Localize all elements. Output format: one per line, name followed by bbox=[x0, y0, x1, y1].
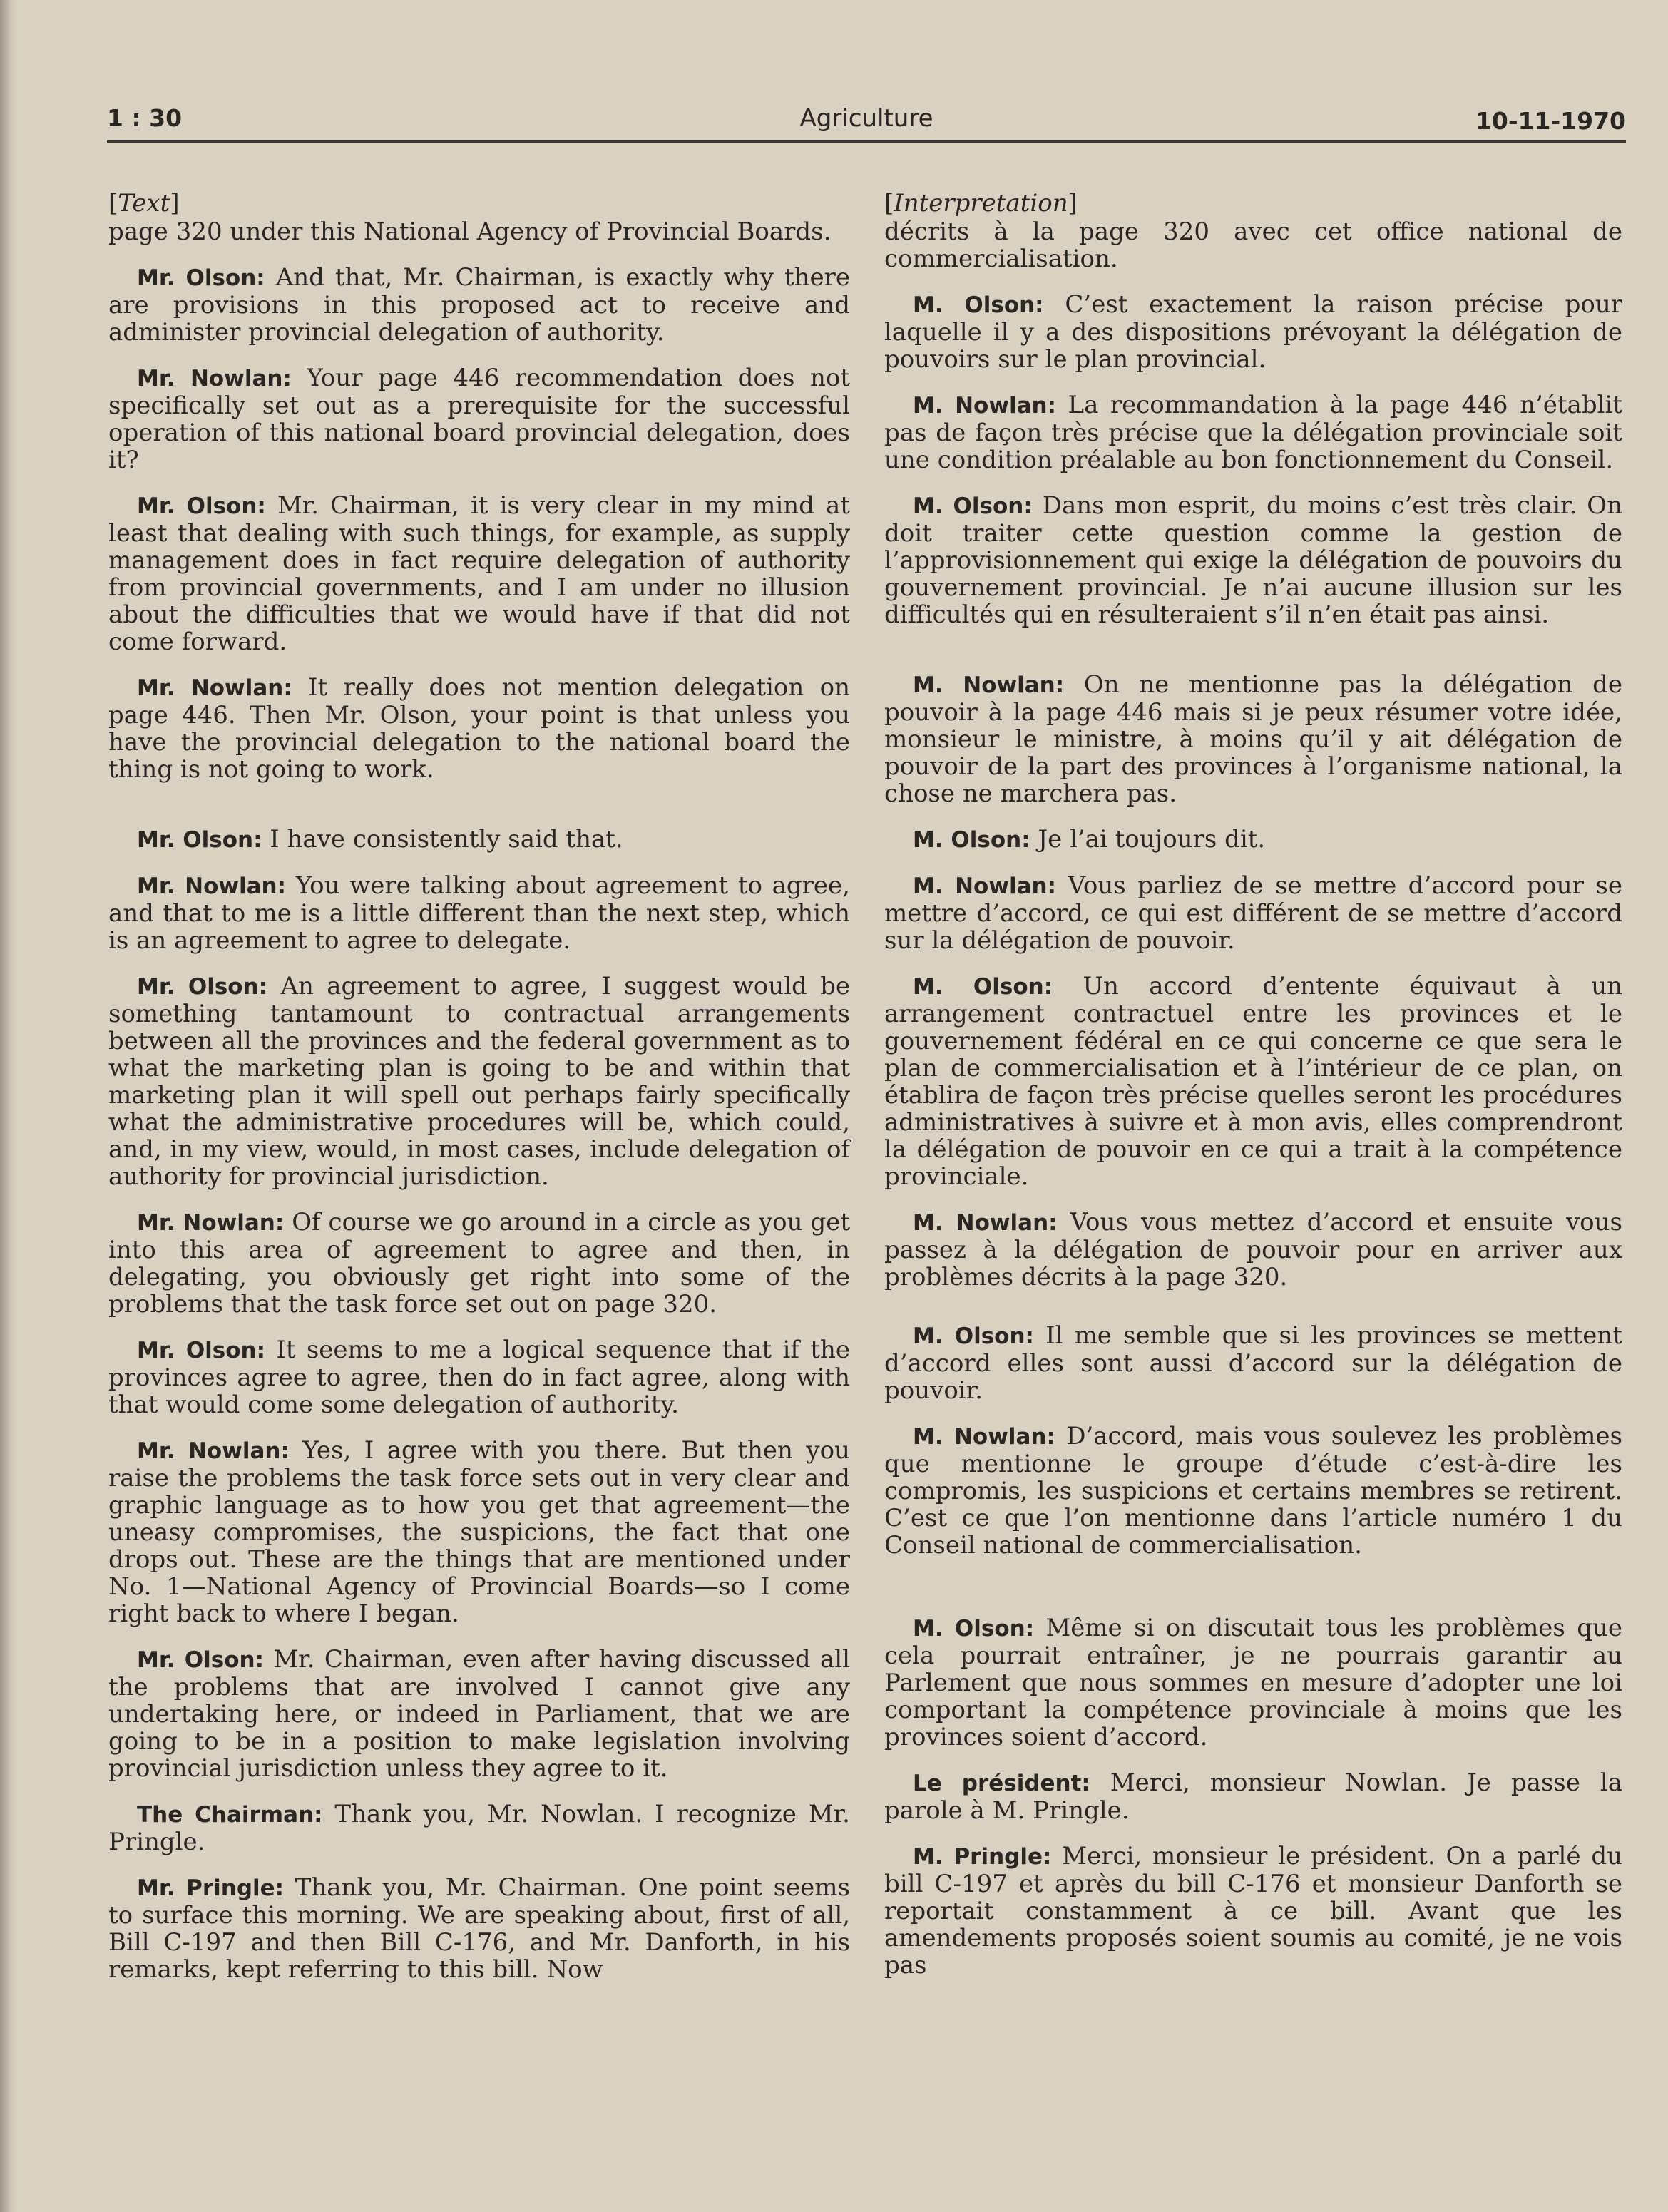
speaker-name: M. Pringle: bbox=[913, 1844, 1052, 1870]
paragraph: Mr. Olson: I have consistently said that. bbox=[137, 825, 623, 854]
paragraph: M. Olson: Dans mon esprit, du moins c’est très clair. On doit traiter cette question comme la gestion de l’approvisionnement qui exige la délégation de pouvoirs du gouvernement provincial. Je n’ai aucune illusion sur les difficultés qui en résulteraient s’il n’en était pas ainsi. bbox=[884, 491, 1622, 629]
paragraph: M. Olson: Même si on discutait tous les problèmes que cela pourrait entraîner, je ne pourrais garantir au Parlement que nous sommes en mesure d’adopter une loi comportant la compétence provinciale à moins que les provinces soient d’accord. bbox=[884, 1614, 1622, 1751]
page-header bbox=[107, 104, 1626, 144]
speaker-name: Mr. Nowlan: bbox=[137, 1210, 285, 1236]
speaker-name: Mr. Nowlan: bbox=[137, 874, 287, 899]
paragraph: décrits à la page 320 avec cet office national de commercialisation. bbox=[884, 217, 1622, 273]
paragraph: Mr. Nowlan: You were talking about agreement to agree, and that to me is a little different than the next step, which is an agreement to agree to delegate. bbox=[108, 871, 850, 955]
paragraph: M. Nowlan: Vous parliez de se mettre d’accord pour se mettre d’accord, ce qui est différent de se mettre d’accord sur la délégation de pouvoir. bbox=[884, 871, 1623, 955]
paragraph: M. Olson: C’est exactement la raison précise pour laquelle il y a des dispositions prévoyant la délégation de pouvoirs sur le plan provincial. bbox=[884, 290, 1622, 374]
paragraph: Mr. Nowlan: Of course we go around in a circle as you get into this area of agreement to agree and then, in delegating, you obviously get right into some of the problems that the task force set out on page 320. bbox=[108, 1208, 850, 1319]
paragraph: M. Nowlan: D’accord, mais vous soulevez les problèmes que mentionne le groupe d’étude c’est-à-dire les compromis, les suspicions et certains membres se retirent. C’est ce que l’on mentionne dans l’article numéro 1 du Conseil national de commercialisation. bbox=[884, 1422, 1622, 1560]
paragraph: Mr. Nowlan: Yes, I agree with you there. But then you raise the problems the task force sets out in very clear and graphic language as to how you get that agreement—the uneasy compromises, the suspicions, the fact that one drops out. These are the things that are mentioned under No. 1—National Agency of Provincial Boards—so I come right back to where I began. bbox=[108, 1436, 850, 1628]
speaker-name: The Chairman: bbox=[137, 1802, 323, 1828]
paragraph: M. Nowlan: Vous vous mettez d’accord et ensuite vous passez à la délégation de pouvoir pour en arriver aux problèmes décrits à la page 320. bbox=[884, 1208, 1622, 1291]
paragraph: The Chairman: Thank you, Mr. Nowlan. I recognize Mr. Pringle. bbox=[108, 1800, 850, 1856]
speaker-name: M. Olson: bbox=[913, 292, 1044, 318]
speaker-name: M. Olson: bbox=[913, 1323, 1034, 1349]
speaker-name: Le président: bbox=[913, 1771, 1090, 1796]
paragraph: Mr. Olson: And that, Mr. Chairman, is exactly why there are provisions in this proposed act to receive and administer provincial delegation of authority. bbox=[108, 263, 851, 347]
paragraph: M. Olson: Un accord d’entente équivaut à un arrangement contractuel entre les provinces et le gouvernement fédéral en ce qui concerne ce que sera le plan de commercialisation et à l’intérieur de ce plan, on établira de façon très précise quelles seront les procédures administratives à suivre et à mon avis, elles comprendront la délégation de pouvoir en ce qui a trait à la compétence provinciale. bbox=[884, 972, 1622, 1191]
paragraph: Mr. Nowlan: Your page 446 recommendation does not specifically set out as a prerequisite for the successful operation of this national board provincial delegation, does it? bbox=[108, 364, 850, 474]
column-tag: [Text] bbox=[108, 189, 180, 217]
column-tag: [Interpretation] bbox=[884, 189, 1078, 217]
speaker-name: Mr. Olson: bbox=[137, 827, 262, 853]
page-edge-shadow bbox=[0, 0, 19, 2212]
paragraph: page 320 under this National Agency of Provincial Boards. bbox=[108, 217, 832, 246]
paragraph: Mr. Olson: Mr. Chairman, it is very clear in my mind at least that dealing with such things, for example, as supply management does in fact require delegation of authority from provincial governments, and I am under no illusion about the difficulties that we would have if that did not come forward. bbox=[108, 491, 850, 656]
speaker-name: Mr. Olson: bbox=[137, 1647, 265, 1673]
speaker-name: M. Nowlan: bbox=[913, 1210, 1058, 1236]
paragraph: M. Nowlan: La recommandation à la page 446 n’établit pas de façon très précise que la délégation provinciale soit une condition préalable au bon fonctionnement du Conseil. bbox=[884, 391, 1622, 474]
french-column bbox=[884, 190, 1622, 1997]
speaker-name: M. Nowlan: bbox=[913, 1424, 1055, 1450]
page-number: 1 : 30 bbox=[107, 104, 183, 132]
paragraph: M. Pringle: Merci, monsieur le président. On a parlé du bill C-197 et après du bill C-176 et monsieur Danforth se reportait constamment à ce bill. Avant que les amendements proposés soient soumis au comité, je ne vois pas bbox=[884, 1842, 1623, 1980]
speaker-name: M. Olson: bbox=[913, 974, 1053, 1000]
speaker-name: Mr. Olson: bbox=[137, 974, 268, 1000]
speaker-name: M. Olson: bbox=[913, 493, 1033, 519]
speaker-name: M. Olson: bbox=[913, 1616, 1035, 1642]
speaker-name: Mr. Nowlan: bbox=[137, 675, 292, 701]
speaker-name: Mr. Nowlan: bbox=[137, 366, 292, 391]
speaker-name: Mr. Olson: bbox=[137, 1338, 266, 1363]
paragraph: M. Olson: Je l’ai toujours dit. bbox=[913, 825, 1266, 854]
speaker-name: M. Olson: bbox=[913, 827, 1030, 853]
speaker-name: Mr. Olson: bbox=[137, 493, 266, 519]
speaker-name: M. Nowlan: bbox=[913, 874, 1056, 899]
speaker-name: Mr. Pringle: bbox=[137, 1875, 285, 1901]
paragraph: Mr. Nowlan: It really does not mention delegation on page 446. Then Mr. Olson, your point is that unless you have the provincial delegation to the national board the thing is not going to work. bbox=[108, 673, 850, 784]
speaker-name: Mr. Olson: bbox=[137, 265, 265, 291]
paragraph: M. Nowlan: On ne mentionne pas la délégation de pouvoir à la page 446 mais si je peux résumer votre idée, monsieur le ministre, à moins qu’il y ait délégation de pouvoir de la part des provinces à l’organisme national, la chose ne marchera pas. bbox=[884, 670, 1623, 808]
paragraph: Le président: Merci, monsieur Nowlan. Je passe la parole à M. Pringle. bbox=[884, 1768, 1623, 1825]
header-rule bbox=[107, 140, 1626, 143]
paragraph: Mr. Olson: Mr. Chairman, even after having discussed all the problems that are involved I cannot give any undertaking here, or indeed in Parliament, that we are going to be in a position to make legislation involving provincial jurisdiction unless they agree to it. bbox=[108, 1645, 850, 1783]
speaker-name: M. Nowlan: bbox=[913, 393, 1057, 419]
paragraph: Mr. Pringle: Thank you, Mr. Chairman. One point seems to surface this morning. We are speaking about, first of all, Bill C-197 and then Bill C-176, and Mr. Danforth, in his remarks, kept referring to this bill. Now bbox=[108, 1873, 850, 1984]
paragraph: Mr. Olson: It seems to me a logical sequence that if the provinces agree to agree, then do in fact agree, along with that would come some delegation of authority. bbox=[108, 1336, 850, 1419]
paragraph: M. Olson: Il me semble que si les provinces se mettent d’accord elles sont aussi d’accord sur la délégation de pouvoir. bbox=[884, 1321, 1622, 1405]
english-column bbox=[108, 190, 850, 2002]
page-title: Agriculture bbox=[799, 104, 933, 133]
paragraph: Mr. Olson: An agreement to agree, I suggest would be something tantamount to contractual arrangements between all the provinces and the federal government as to what the marketing plan is going to be and within that marketing plan it will spell out perhaps fairly specifically what the administrative procedures will be, which could, and, in my view, would, in most cases, include delegation of authority for provincial jurisdiction. bbox=[108, 972, 851, 1191]
speaker-name: M. Nowlan: bbox=[913, 672, 1065, 698]
speaker-name: Mr. Nowlan: bbox=[137, 1438, 290, 1464]
page-date: 10-11-1970 bbox=[1475, 107, 1626, 135]
